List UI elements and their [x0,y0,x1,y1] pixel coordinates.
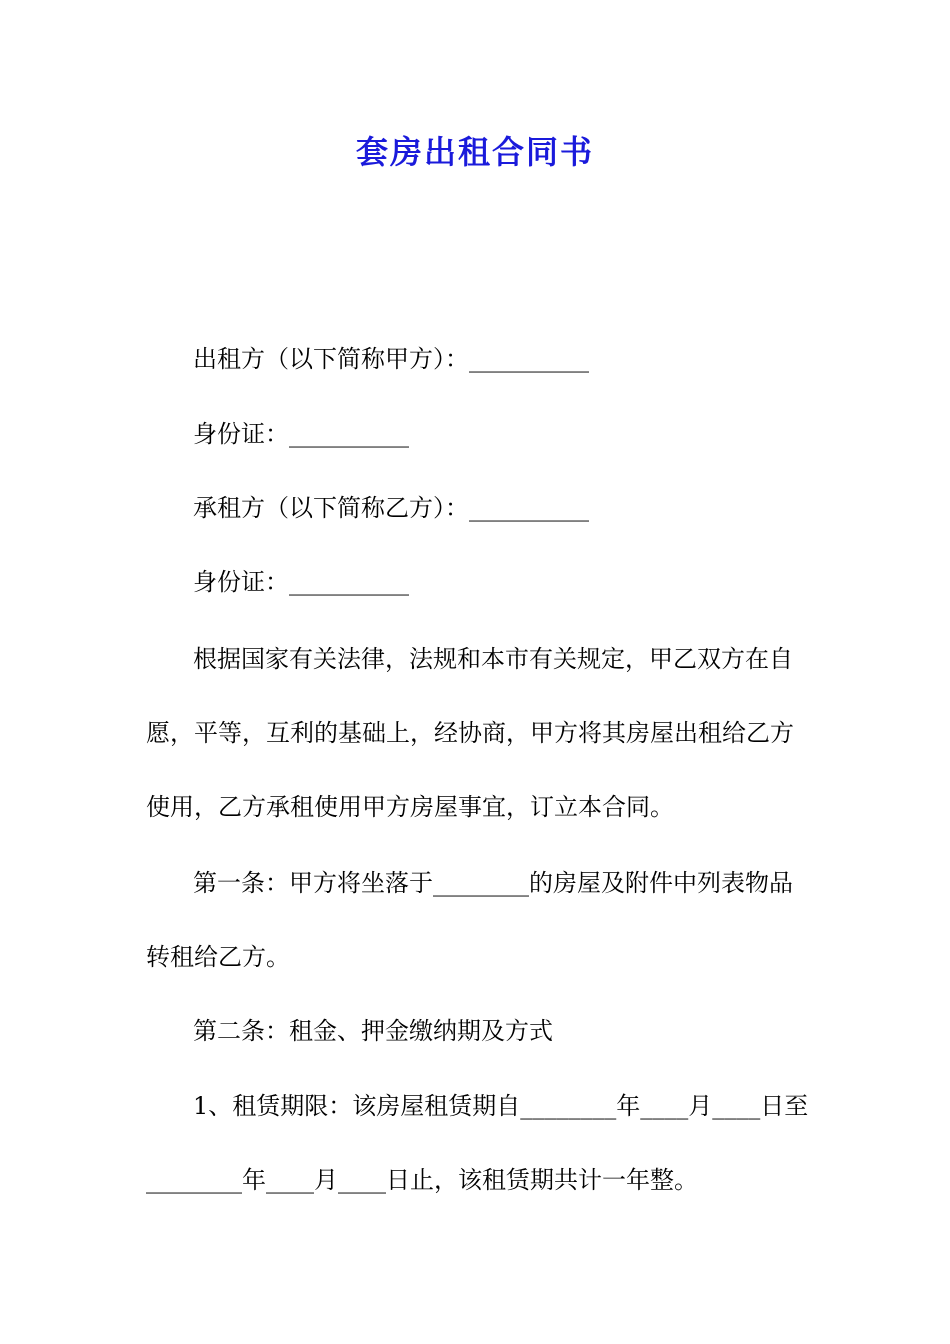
article-2-heading: 第二条：租金、押金缴纳期及方式 [193,1017,553,1045]
article-1-line-2: 转租给乙方。 [146,943,290,971]
lessor-line: 出租方（以下简称甲方）：__________ [193,345,589,373]
lessee-id-line: 身份证：__________ [193,568,409,596]
article-1-line-1: 第一条：甲方将坐落于________的房屋及附件中列表物品 [193,869,793,897]
preamble-line-2: 愿，平等，互利的基础上，经协商，甲方将其房屋出租给乙方 [146,719,794,747]
lease-term-line-1: 1、租赁期限：该房屋租赁期自________年____月____日至 [193,1092,809,1120]
lease-term-line-2: ________年____月____日止，该租赁期共计一年整。 [146,1166,698,1194]
document-title: 套房出租合同书 [355,133,594,171]
lessor-id-line: 身份证：__________ [193,420,409,448]
preamble-line-3: 使用，乙方承租使用甲方房屋事宜，订立本合同。 [146,793,674,821]
lessee-line: 承租方（以下简称乙方）：__________ [193,494,589,522]
preamble-line-1: 根据国家有关法律，法规和本市有关规定，甲乙双方在自 [193,645,793,673]
